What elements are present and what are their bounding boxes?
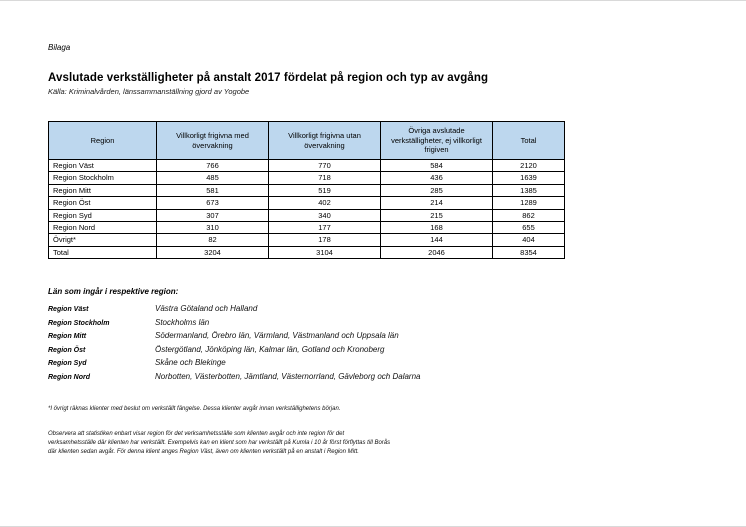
legend-region-counties: Skåne och Blekinge: [155, 358, 226, 367]
table-body: [49, 160, 565, 259]
value-cell: 655: [493, 221, 565, 233]
legend-heading: Län som ingår i respektive region:: [48, 287, 179, 296]
attachment-label: Bilaga: [48, 43, 71, 52]
header-row: [49, 122, 565, 160]
legend-region-counties: Västra Götaland och Halland: [155, 304, 258, 313]
value-cell: 436: [381, 172, 493, 184]
region-legend: [48, 287, 698, 381]
table-row: [49, 221, 565, 233]
value-cell: 673: [157, 197, 269, 209]
footnote-asterisk: *I övrigt räknas klienter med beslut om verkställt fängelse. Dessa klienter avgår innan verkställighetens början.: [48, 405, 341, 412]
col-header-total: Total: [493, 122, 565, 160]
legend-item: [48, 331, 698, 340]
value-cell: 214: [381, 197, 493, 209]
page-title: Avslutade verkställigheter på anstalt 2017 fördelat på region och typ av avgång: [48, 72, 489, 84]
value-cell: 178: [269, 234, 381, 246]
region-cell: Övrigt*: [49, 234, 157, 246]
value-cell: 285: [381, 184, 493, 196]
col-header-conditional-without-supervision: Villkorligt frigivna utan övervakning: [269, 122, 381, 160]
footnote-note: Observera att statistiken enbart visar region för det verksamhetsställe som klienten avgår och inte region för det verksamhetsställe där klienten har verkställt. Exempelvis kan en klient som har verkställt på Kumla i 10 år först förflyttas till Borås där klienten sedan avgår. För denna klient anges Region Väst, även om klienten verkställt på en anstalt i Region Mitt.: [48, 430, 391, 456]
legend-region-name: Region Öst: [48, 346, 86, 354]
legend-item: [48, 304, 698, 313]
region-cell: Region Väst: [49, 160, 157, 172]
region-cell: Region Öst: [49, 197, 157, 209]
table-row: [49, 234, 565, 246]
value-cell: 144: [381, 234, 493, 246]
value-cell: 215: [381, 209, 493, 221]
table-row: [49, 160, 565, 172]
region-legend-list: [48, 304, 698, 381]
footnotes: [48, 405, 392, 458]
value-cell: 2046: [381, 246, 493, 258]
table-row: [49, 197, 565, 209]
col-header-other-completed: Övriga avslutade verkställigheter, ej villkorligt frigiven: [381, 122, 493, 160]
col-header-conditional-with-supervision: Villkorligt frigivna med övervakning: [157, 122, 269, 160]
legend-item: [48, 345, 698, 354]
value-cell: 402: [269, 197, 381, 209]
legend-region-name: Region Väst: [48, 306, 89, 313]
value-cell: 1639: [493, 172, 565, 184]
source-line: Källa: Kriminalvården, länssammanställning gjord av Yogobe: [48, 87, 250, 96]
region-cell: Region Nord: [49, 221, 157, 233]
value-cell: 3204: [157, 246, 269, 258]
value-cell: 770: [269, 160, 381, 172]
results-table: [48, 121, 565, 259]
value-cell: 177: [269, 221, 381, 233]
value-cell: 766: [157, 160, 269, 172]
value-cell: 404: [493, 234, 565, 246]
legend-region-name: Region Nord: [48, 373, 90, 381]
value-cell: 2120: [493, 160, 565, 172]
region-cell: Region Stockholm: [49, 172, 157, 184]
legend-region-name: Region Syd: [48, 360, 87, 367]
legend-item: [48, 318, 698, 327]
legend-item: [48, 372, 698, 381]
value-cell: 8354: [493, 246, 565, 258]
table-header: [49, 122, 565, 160]
legend-item: [48, 358, 698, 367]
legend-region-counties: Södermanland, Örebro län, Värmland, Västmanland och Uppsala län: [155, 331, 399, 340]
value-cell: 1289: [493, 197, 565, 209]
value-cell: 718: [269, 172, 381, 184]
col-header-region: Region: [49, 122, 157, 160]
table-row-total: [49, 246, 565, 258]
document-content: [0, 1, 746, 458]
value-cell: 310: [157, 221, 269, 233]
value-cell: 307: [157, 209, 269, 221]
value-cell: 168: [381, 221, 493, 233]
legend-region-name: Region Mitt: [48, 333, 87, 340]
legend-region-counties: Östergötland, Jönköping län, Kalmar län, Gotland och Kronoberg: [155, 344, 385, 354]
value-cell: 82: [157, 234, 269, 246]
table-row: [49, 184, 565, 196]
table-row: [49, 172, 565, 184]
value-cell: 519: [269, 184, 381, 196]
value-cell: 1385: [493, 184, 565, 196]
value-cell: 3104: [269, 246, 381, 258]
legend-region-name: Region Stockholm: [48, 319, 110, 327]
value-cell: 581: [157, 184, 269, 196]
value-cell: 485: [157, 172, 269, 184]
table-row: [49, 209, 565, 221]
value-cell: 340: [269, 209, 381, 221]
region-cell: Region Syd: [49, 209, 157, 221]
region-cell: Total: [49, 246, 157, 258]
value-cell: 862: [493, 209, 565, 221]
value-cell: 584: [381, 160, 493, 172]
legend-region-counties: Norbotten, Västerbotten, Jämtland, Västernorrland, Gävleborg och Dalarna: [155, 371, 421, 381]
region-cell: Region Mitt: [49, 184, 157, 196]
legend-region-counties: Stockholms län: [155, 317, 210, 327]
